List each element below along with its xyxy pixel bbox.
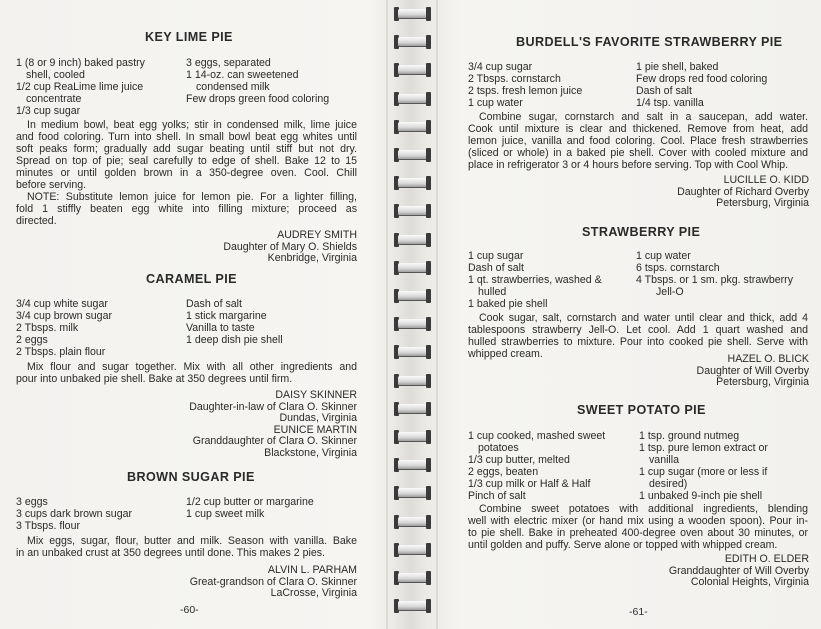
binding-coil <box>392 119 432 135</box>
key-lime-note: NOTE: Substitute lemon juice for lemon pie. For a lighter filling, fold 1 stiffly beaten egg white into filling mixture; proceed as directed. <box>16 191 357 227</box>
strawberry-directions: Cook sugar, salt, cornstarch and water until clear and thick, add 4 tablespoons strawberry Jell-O. Let cool. Add 1 quart washed and hulled strawberries to mixture. Pour into cooked pie shell. Serve with whipped cream. <box>468 312 808 360</box>
brown-sugar-directions: Mix eggs, sugar, flour, butter and milk. Season with vanilla. Bake in an unbaked crust at 350 degrees until done. This makes 2 pies. <box>16 535 357 559</box>
binding-coil <box>392 598 432 614</box>
caramel-directions: Mix flour and sugar together. Mix with all other ingredients and pour into unbaked pie shell. Bake at 350 degrees until firm. <box>16 361 357 385</box>
caramel-ingredients-left: 3/4 cup white sugar 3/4 cup brown sugar 2 Tbsps. milk 2 eggs 2 Tbsps. plain flour <box>16 298 112 358</box>
binding-coil <box>392 485 432 501</box>
sweet-potato-title: SWEET POTATO PIE <box>577 403 706 417</box>
binding-coil <box>392 6 432 22</box>
binding-coil <box>392 91 432 107</box>
key-lime-ingredients-left: 1 (8 or 9 inch) baked pastry shell, cooled 1/2 cup ReaLime lime juice concentrate 1/3 cup sugar <box>16 57 145 117</box>
caramel-signature: DAISY SKINNER Daughter-in-law of Clara O. Skinner Dundas, Virginia EUNICE MARTIN Granddaughter of Clara O. Skinner Blackstone, Virginia <box>189 389 357 459</box>
key-lime-ingredients-right: 3 eggs, separated 1 14-oz. can sweetened condensed milk Few drops green food coloring <box>186 57 330 105</box>
binding-coil <box>392 316 432 332</box>
strawberry-ingredients-right: 1 cup water 6 tsps. cornstarch 4 Tbsps. or 1 sm. pkg. strawberry Jell-O <box>636 250 793 298</box>
strawberry-signature: HAZEL O. BLICK Daughter of Will Overby Petersburg, Virginia <box>696 353 809 388</box>
caramel-ingredients-right: Dash of salt 1 stick margarine Vanilla to taste 1 deep dish pie shell <box>186 298 283 346</box>
brown-sugar-signature: ALVIN L. PARHAM Great-grandson of Clara O. Skinner LaCrosse, Virginia <box>189 564 357 599</box>
burdell-ingredients-left: 3/4 cup sugar 2 Tbsps. cornstarch 2 tsps. fresh lemon juice 1 cup water <box>468 61 583 109</box>
binding-coil <box>392 232 432 248</box>
page-number-left: -60- <box>180 604 199 616</box>
key-lime-signature: AUDREY SMITH Daughter of Mary O. Shields Kenbridge, Virginia <box>223 229 357 264</box>
sweet-potato-ingredients-left: 1 cup cooked, mashed sweet potatoes 1/3 cup butter, melted 2 eggs, beaten 1/3 cup milk or Half & Half Pinch of salt <box>468 430 606 502</box>
binding-coil <box>392 457 432 473</box>
burdell-title: BURDELL'S FAVORITE STRAWBERRY PIE <box>516 35 783 49</box>
binding-coil <box>392 542 432 558</box>
sweet-potato-signature: EDITH O. ELDER Granddaughter of Will Overby Colonial Heights, Virginia <box>668 553 809 588</box>
binding-coil <box>392 514 432 530</box>
binding-coil <box>392 373 432 389</box>
binding-coil <box>392 260 432 276</box>
binding-coil <box>392 570 432 586</box>
caramel-title: CARAMEL PIE <box>146 272 237 286</box>
brown-sugar-ingredients-right: 1/2 cup butter or margarine 1 cup sweet milk <box>186 496 314 520</box>
burdell-directions: Combine sugar, cornstarch and salt in a saucepan, add water. Cook until mixture is clear and thickened. Remove from heat, add lemon juice, vanilla and food coloring. Cool. Place fresh strawberries (sliced or whole) in a baked pie shell. Cover with cooled mixture and place in refrigerator 3 or 4 hours before serving. Top with Cool Whip. <box>468 111 808 171</box>
binding-coil <box>392 288 432 304</box>
strawberry-title: STRAWBERRY PIE <box>582 225 701 239</box>
sweet-potato-ingredients-right: 1 tsp. ground nutmeg 1 tsp. pure lemon extract or vanilla 1 cup sugar (more or less if desired) 1 unbaked 9-inch pie shell <box>639 430 768 502</box>
binding-coil <box>392 62 432 78</box>
binding-coil <box>392 147 432 163</box>
page-number-right: -61- <box>629 606 648 618</box>
right-page <box>436 0 821 629</box>
key-lime-directions: In medium bowl, beat egg yolks; stir in condensed milk, lime juice and food coloring. Turn into shell. In small bowl beat egg whites until soft peaks form; gradually add sugar beating until stiff but not dry. Spread on top of pie; seal carefully to edge of shell. Bake 12 to 15 minutes or until golden brown in a 350-degree oven. Cool. Chill before serving. <box>16 119 357 191</box>
burdell-signature: LUCILLE O. KIDD Daughter of Richard Overby Petersburg, Virginia <box>677 174 809 209</box>
brown-sugar-ingredients-left: 3 eggs 3 cups dark brown sugar 3 Tbsps. flour <box>16 496 133 532</box>
strawberry-ingredients-left: 1 cup sugar Dash of salt 1 qt. strawberries, washed & hulled 1 baked pie shell <box>468 250 602 310</box>
binding-coil <box>392 344 432 360</box>
brown-sugar-title: BROWN SUGAR PIE <box>127 470 255 484</box>
binding-coil <box>392 175 432 191</box>
binding-coil <box>392 401 432 417</box>
left-page <box>0 0 392 629</box>
burdell-ingredients-right: 1 pie shell, baked Few drops red food coloring Dash of salt 1/4 tsp. vanilla <box>636 61 768 109</box>
spiral-binding <box>388 0 436 629</box>
binding-coil <box>392 429 432 445</box>
binding-coil <box>392 203 432 219</box>
sweet-potato-directions: Combine sweet potatoes with additional ingredients, blending well with electric mixer (or hand mix using a wooden spoon). Pour in- to pie shell. Bake in preheated 400-degree oven about 30 minutes, or until golden and puffy. Serve alone or topped with whipped cream. <box>468 503 808 551</box>
key-lime-title: KEY LIME PIE <box>145 30 233 44</box>
binding-coil <box>392 34 432 50</box>
